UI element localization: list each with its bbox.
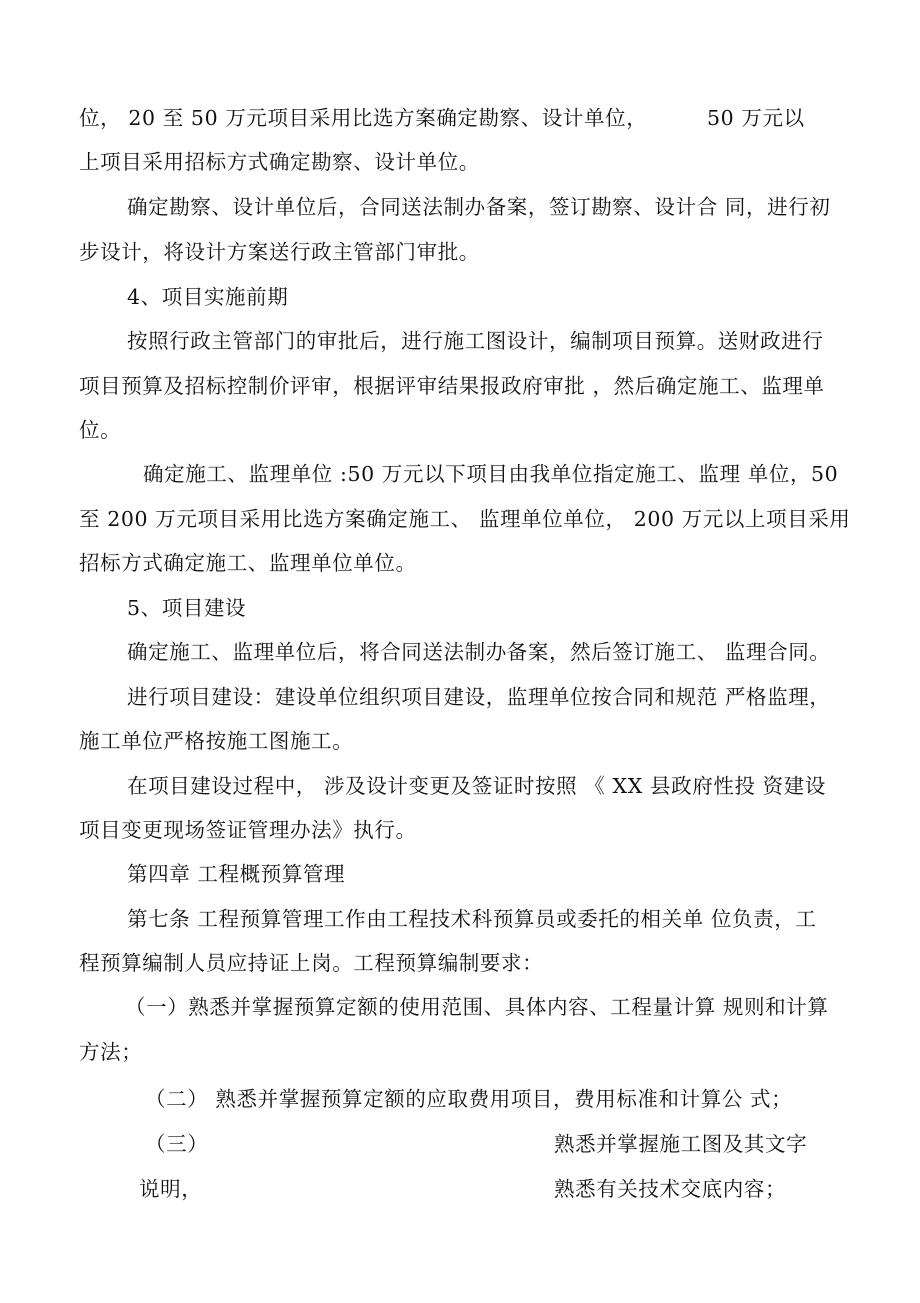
text-line: 位。 — [79, 418, 122, 442]
text-line: 确定施工、监理单位后，将合同送法制办备案，然后签订施工、 监理合同。 — [127, 640, 831, 664]
chapter-heading: 第四章 工程概预算管理 — [127, 862, 346, 886]
list-item-marker: （三） — [145, 1132, 209, 1156]
text-line: 方法； — [79, 1040, 143, 1064]
text-line: 进行项目建设：建设单位组织项目建设，监理单位按合同和规范 严格监理， — [127, 685, 831, 709]
section-heading: 4、项目实施前期 — [127, 285, 289, 309]
text-line: 招标方式确定施工、监理单位单位。 — [79, 551, 417, 575]
text-line: 项目预算及招标控制价评审，根据评审结果报政府审批 ，然后确定施工、监理单 — [79, 374, 825, 398]
text-line: 位， 20 至 50 万元项目采用比选方案确定勘察、设计单位， — [79, 106, 648, 130]
text-line: 程预算编制人员应持证上岗。工程预算编制要求： — [79, 951, 544, 975]
text-line: 确定勘察、设计单位后，合同送法制办备案，签订勘察、设计合 同，进行初 — [127, 195, 831, 219]
section-heading: 5、项目建设 — [127, 596, 247, 620]
text-line: 按照行政主管部门的审批后，进行施工图设计，编制项目预算。送财政进行 — [127, 329, 824, 353]
text-line: 第七条 工程预算管理工作由工程技术科预算员或委托的相关单 位负责，工 — [127, 907, 817, 931]
text-line: 50 万元以 — [707, 106, 805, 130]
text-line: 项目变更现场签证管理办法》执行。 — [79, 818, 417, 842]
text-line: 在项目建设过程中， 涉及设计变更及签证时按照 《 XX 县政府性投 资建设 — [127, 774, 826, 798]
text-line: 施工单位严格按施工图施工。 — [79, 729, 354, 753]
text-line: 说明， — [139, 1177, 203, 1201]
list-item: （二） 熟悉并掌握预算定额的应取费用项目，费用标准和计算公 式； — [145, 1087, 793, 1111]
text-line: 上项目采用招标方式确定勘察、设计单位。 — [79, 150, 480, 174]
list-item: （一）熟悉并掌握预算定额的使用范围、具体内容、工程量计算 规则和计算 — [125, 995, 829, 1019]
text-line: 熟悉有关技术交底内容； — [554, 1177, 787, 1201]
text-line: 确定施工、监理单位 :50 万元以下项目由我单位指定施工、监理 单位，50 — [143, 462, 839, 486]
text-line: 至 200 万元项目采用比选方案确定施工、 监理单位单位， 200 万元以上项目采用 — [79, 507, 851, 531]
text-line: 步设计，将设计方案送行政主管部门审批。 — [79, 240, 480, 264]
text-line: 熟悉并掌握施工图及其文字 — [554, 1132, 808, 1156]
